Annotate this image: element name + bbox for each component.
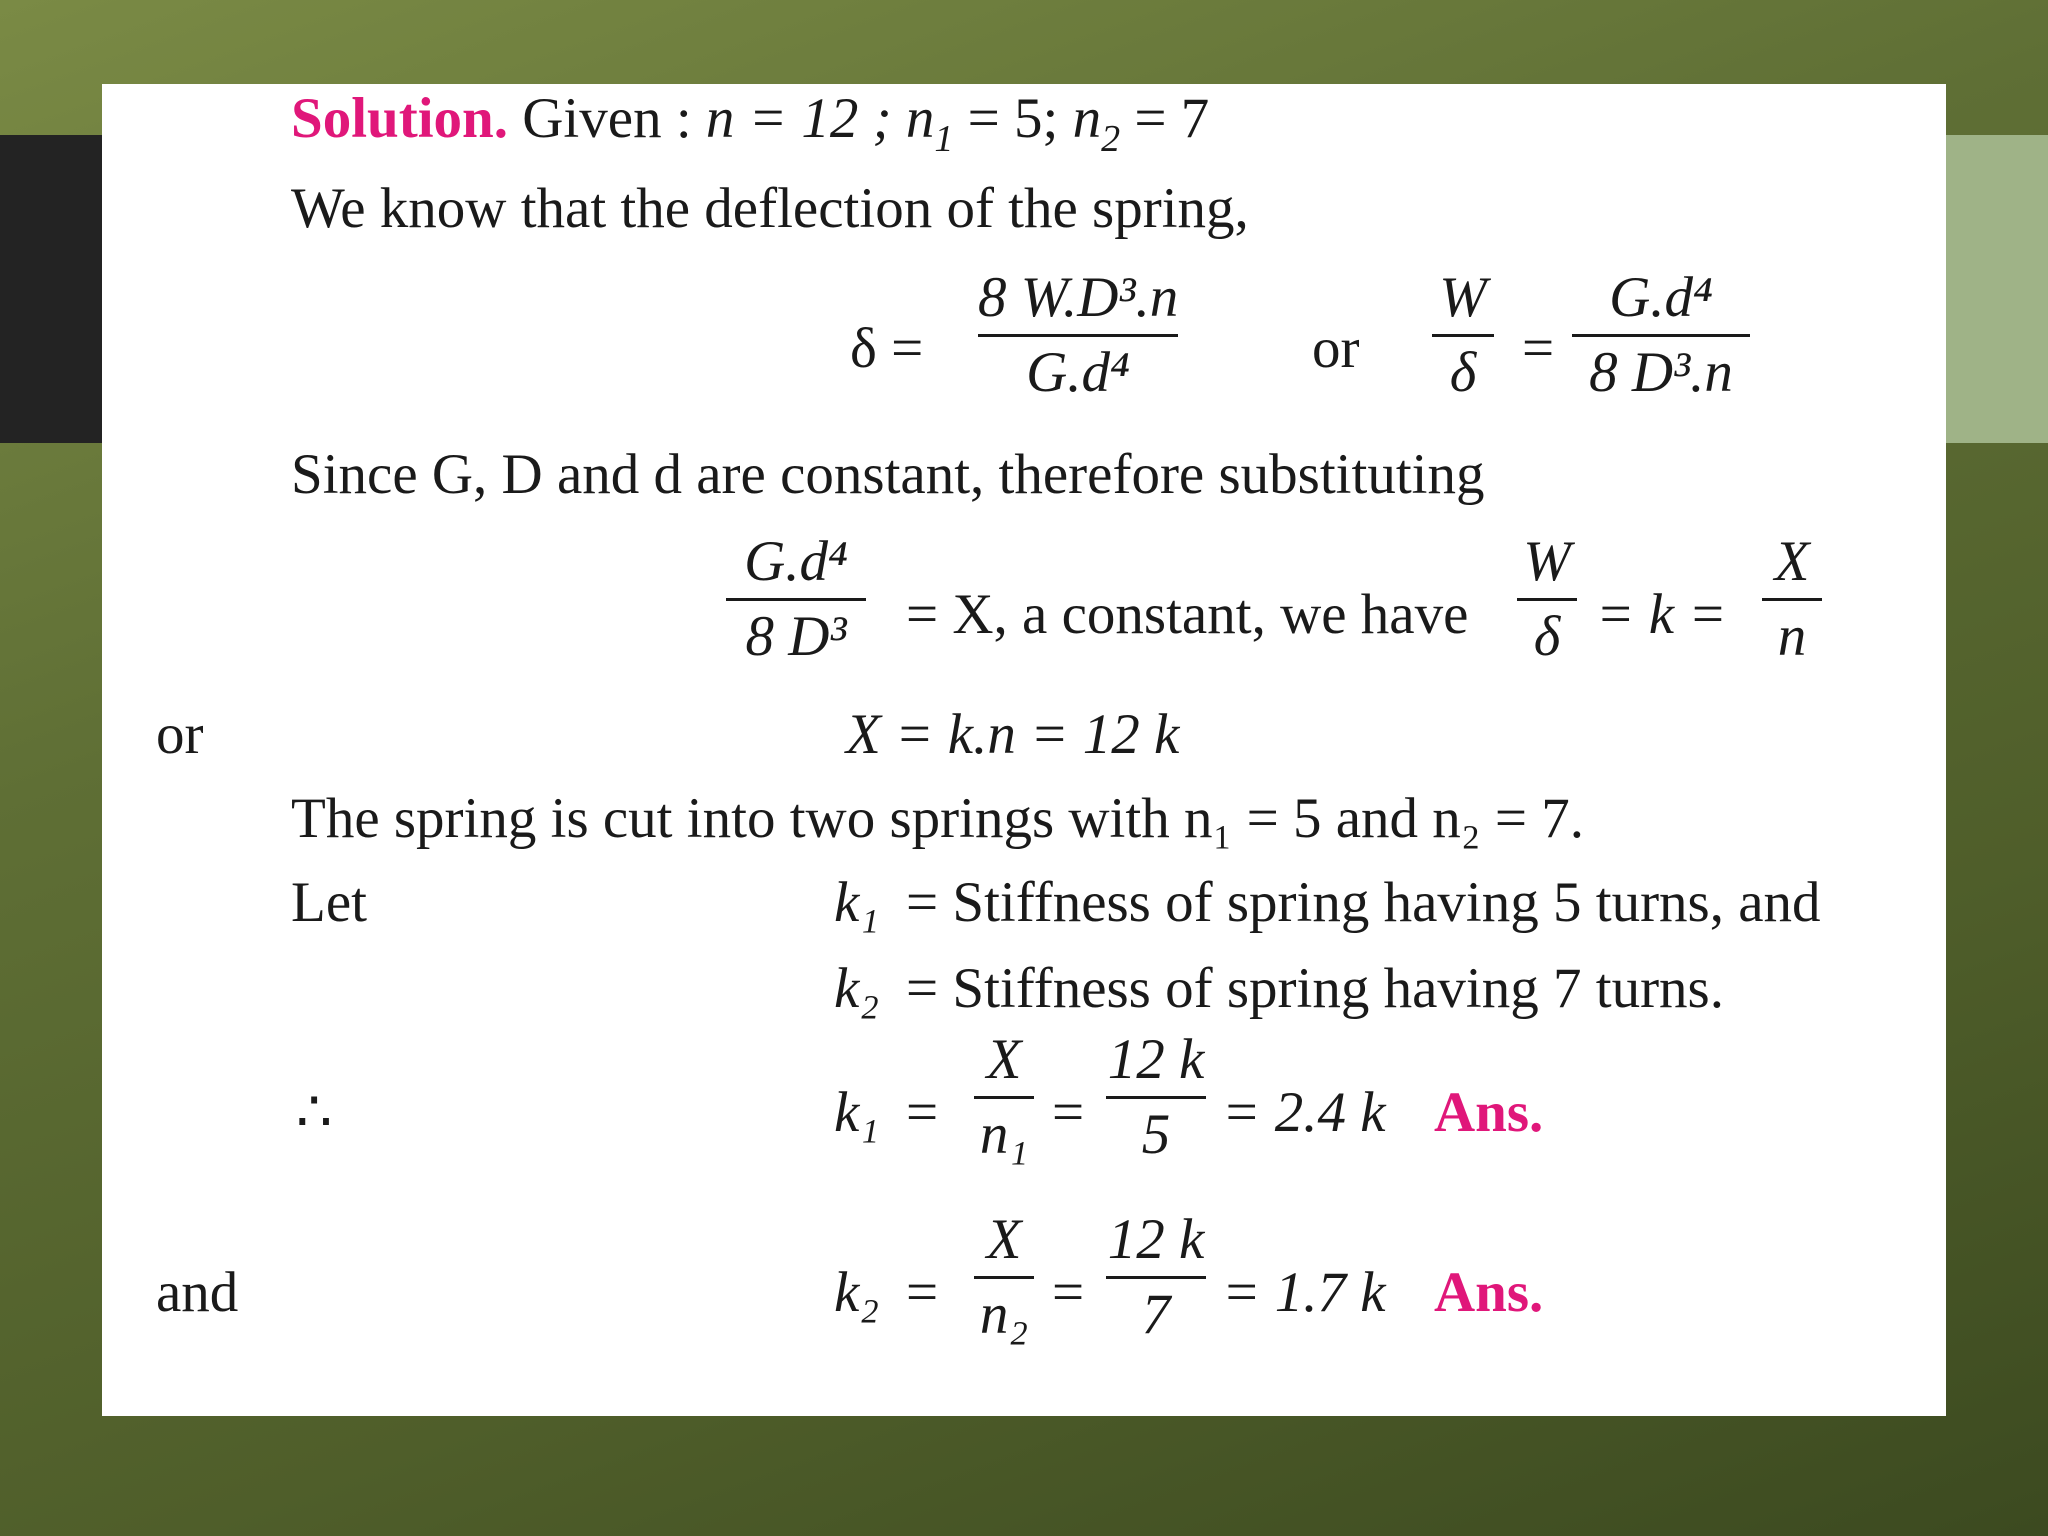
five-denominator: 5 [1141,1102,1171,1166]
fraction-bar [1572,334,1750,337]
k2-definition: = Stiffness of spring having 7 turns. [906,957,1724,1020]
given-label: Given : [522,87,692,150]
x-numerator: X [1774,530,1810,593]
given-line [291,87,1210,160]
fraction-bar [726,598,866,601]
k1-symbol: k₁ [834,871,880,934]
constant-numerator: G.d⁴ [744,530,848,593]
equals-sign: = [906,1261,939,1324]
n-value: n = 12 ; [705,87,892,150]
n1-denominator: n₁ [979,1102,1029,1166]
right-light-accent-band [1946,135,2048,443]
or-word-2: or [156,703,204,766]
let-label: Let [291,871,367,934]
fraction-bar [974,1276,1034,1279]
w-numerator-2: W [1523,530,1571,593]
stiffness-fraction [1572,268,1750,403]
x-equals-kn: X = k.n = 12 k [846,703,1180,766]
n1-symbol: $n_1$ [905,87,954,160]
left-dark-accent-band [0,135,102,443]
x-numerator-4: X [986,1208,1022,1271]
k1-result-value: = 2.4 k [1222,1081,1386,1144]
deflection-denominator: G.d⁴ [1026,340,1130,404]
seven-denominator: 7 [1141,1282,1171,1346]
therefore-symbol: ∴ [296,1081,333,1144]
fraction-bar [1762,598,1822,601]
constant-fraction [726,532,866,667]
k1-definition: = Stiffness of spring having 5 turns, and [906,871,1821,934]
deflection-intro: We know that the deflection of the spring, [291,177,1249,240]
stiffness-denominator: 8 D³.n [1589,340,1733,404]
equals-sign: = [1052,1081,1085,1144]
or-word-1: or [1312,317,1360,380]
delta-denominator-2: δ [1533,604,1561,668]
deflection-fraction [978,268,1178,403]
answer-label-2: Ans. [1434,1261,1544,1324]
twelve-k-numerator: 12 k [1107,1028,1205,1091]
answer-label-1: Ans. [1434,1081,1544,1144]
twelve-k-over-5-fraction [1106,1030,1206,1165]
deflection-numerator: 8 W.D³.n [978,266,1179,329]
x-numerator-3: X [986,1028,1022,1091]
twelve-k-over-7-fraction [1106,1210,1206,1345]
constant-statement: = X, a constant, we have [906,583,1469,646]
solution-label: Solution. [291,87,509,150]
w-over-delta-fraction-2 [1517,532,1577,667]
n2-symbol: $n_2$ [1072,87,1121,160]
fraction-bar [1517,598,1577,601]
k2-symbol: k₂ [834,957,880,1020]
w-numerator: W [1439,266,1487,329]
fraction-bar [1432,334,1494,337]
delta-denominator: δ [1449,340,1477,404]
n-denominator: n [1777,604,1807,668]
constant-denominator: 8 D³ [745,604,847,668]
k2-result-symbol: k₂ [834,1261,880,1324]
fraction-bar [978,334,1178,337]
equals-sign: = [1052,1261,1085,1324]
k1-result-symbol: k₁ [834,1081,880,1144]
slide-content [102,84,1946,1416]
stiffness-numerator: G.d⁴ [1609,266,1713,329]
x-over-n2-fraction [974,1210,1034,1345]
fraction-bar [974,1096,1034,1099]
since-line: Since G, D and d are constant, therefore substituting [291,443,1485,506]
twelve-k-numerator-2: 12 k [1107,1208,1205,1271]
x-over-n1-fraction [974,1030,1034,1165]
fraction-bar [1106,1096,1206,1099]
w-over-delta-fraction [1432,268,1494,403]
equals-sign: = [1522,317,1555,380]
n2-denominator: n₂ [979,1282,1029,1346]
equals-sign: = [906,1081,939,1144]
fraction-bar [1106,1276,1206,1279]
x-over-n-fraction [1762,532,1822,667]
cut-spring-line: The spring is cut into two springs with n₁ = 5 and n₂ = 7. [291,787,1585,850]
n1-value: = 5; [967,87,1059,150]
and-word: and [156,1261,239,1324]
delta-equals: δ = [850,317,924,380]
k-equals: = k = [1596,583,1727,646]
k2-result-value: = 1.7 k [1222,1261,1386,1324]
n2-value: = 7 [1134,87,1210,150]
